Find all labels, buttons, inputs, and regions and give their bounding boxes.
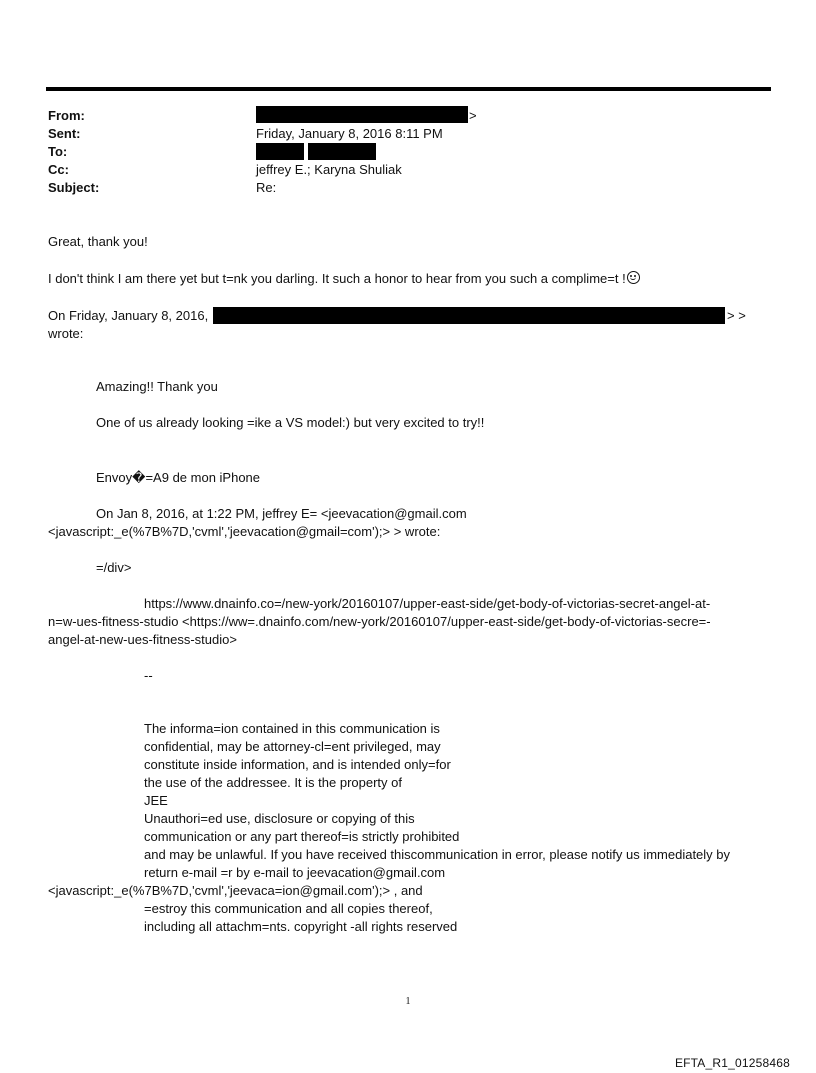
disclaimer-js-line: <javascript:_e(%7B%7D,'cvml','jeevaca=ion@gmail.com');> , and: [48, 883, 423, 898]
quote-intro-prefix: On Friday, January 8, 2016,: [48, 308, 209, 323]
cc-value: jeffrey E.; Karyna Shuliak: [256, 162, 402, 177]
quote-intro-suffix: > >: [727, 308, 746, 323]
disclaimer-line: return e-mail =r by e-mail to jeevacation@gmail.com: [144, 865, 446, 880]
smiley-face-icon: [627, 271, 640, 284]
page-number: 1: [405, 996, 411, 1007]
disclaimer-line: communication or any part thereof=is strictly prohibited: [144, 829, 460, 844]
header-rule: [46, 87, 771, 91]
quote-line-amazing: Amazing!! Thank you: [96, 379, 218, 394]
quote-line-envoye: Envoy�=A9 de mon iPhone: [96, 470, 261, 485]
disclaimer-line: and may be unlawful. If you have received thiscommunication in error, please notify us immediately by: [144, 847, 731, 862]
redaction-to-1: [256, 143, 304, 160]
redaction-quote-sender: [213, 307, 725, 324]
article-link-line-1[interactable]: https://www.dnainfo.co=/new-york/20160107/upper-east-side/get-body-of-victorias-secret-angel-at-: [144, 596, 711, 611]
redaction-to-2: [308, 143, 376, 160]
redaction-from: [256, 106, 468, 123]
body-line-2: [48, 270, 640, 288]
sent-label: Sent:: [48, 126, 81, 141]
quote-line-javascript: <javascript:_e(%7B%7D,'cvml','jeevacation@gmail=com');> > wrote:: [48, 524, 441, 539]
body-line-2-text: I don't think I am there yet but t=nk you darling. It such a honor to hear from you such a complime=t !: [48, 271, 626, 286]
to-label: To:: [48, 144, 68, 159]
disclaimer-line: confidential, may be attorney-cl=ent privileged, may: [144, 739, 441, 754]
disclaimer-line: constitute inside information, and is intended only=for: [144, 757, 451, 772]
body-line-1: Great, thank you!: [48, 234, 148, 249]
article-link-line-2[interactable]: n=w-ues-fitness-studio <https://ww=.dnainfo.com/new-york/20160107/upper-east-side/get-body-of-victorias-secre=-: [48, 614, 711, 629]
cc-label: Cc:: [48, 162, 69, 177]
from-label: From:: [48, 108, 85, 123]
quote-intro-wrote: wrote:: [48, 326, 84, 341]
signature-separator: --: [144, 668, 153, 683]
disclaimer-line: JEE: [144, 793, 168, 808]
disclaimer-line: Unauthori=ed use, disclosure or copying of this: [144, 811, 415, 826]
document-id: EFTA_R1_01258468: [674, 1056, 790, 1070]
subject-label: Subject:: [48, 180, 100, 195]
sent-value: Friday, January 8, 2016 8:11 PM: [256, 126, 443, 141]
quote-line-on-jan-8: On Jan 8, 2016, at 1:22 PM, jeffrey E= <jeevacation@gmail.com: [96, 506, 467, 521]
quote-line-vs-model: One of us already looking =ike a VS model:) but very excited to try!!: [96, 415, 485, 430]
subject-value: Re:: [256, 180, 277, 195]
disclaimer-line: including all attachm=nts. copyright -all rights reserved: [144, 919, 458, 934]
disclaimer-line: the use of the addressee. It is the property of: [144, 775, 402, 790]
article-link-line-3[interactable]: angel-at-new-ues-fitness-studio>: [48, 632, 237, 647]
disclaimer-line: =estroy this communication and all copies thereof,: [144, 901, 433, 916]
disclaimer-line: The informa=ion contained in this communication is: [144, 721, 440, 736]
quote-line-div: =/div>: [96, 560, 132, 575]
from-value: >: [469, 108, 477, 123]
